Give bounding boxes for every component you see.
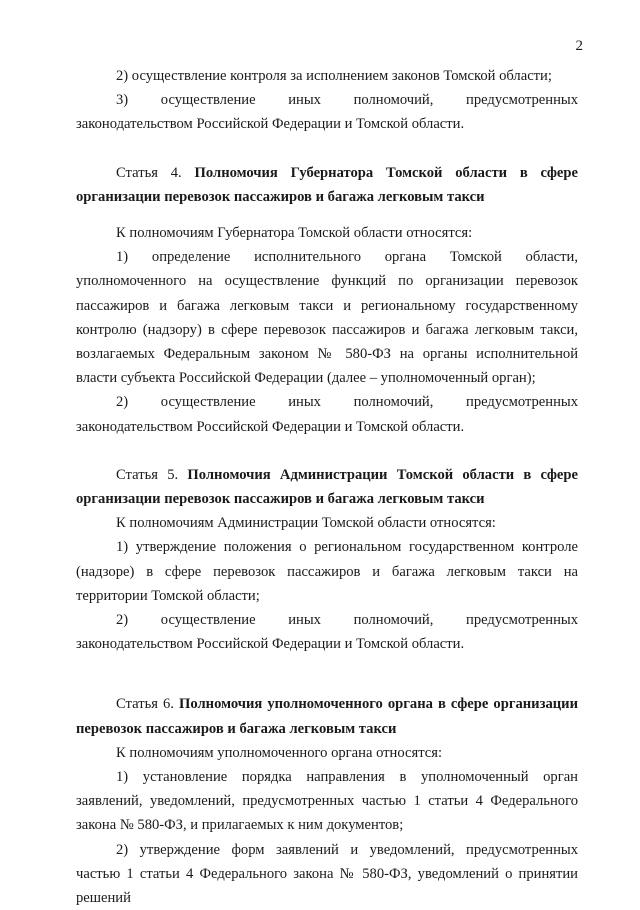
paragraph-intro: К полномочиям Губернатора Томской области относятся:	[116, 225, 473, 242]
article-number: Статья 6.	[116, 696, 174, 713]
article-title: Полномочия уполномоченного органа в сфере организации перевозок пассажиров и багажа легковым такси	[76, 696, 578, 737]
article-heading-5	[76, 463, 578, 511]
paragraph-item-1-approval: 1) утверждение положения о региональном государственном контроле (надзоре) в сфере перевозок пассажиров и багажа легковым такси на территории Томской области;	[76, 539, 578, 604]
article-heading-4	[76, 161, 578, 209]
article-title: Полномочия Администрации Томской области в сфере организации перевозок пассажиров и багажа легковым такси	[76, 466, 578, 508]
document-body	[76, 64, 578, 910]
paragraph-item-1-procedure: 1) установление порядка направления в уполномоченный орган заявлений, уведомлений, предусмотренных частью 1 статьи 4 Федерального закона № 580-ФЗ, и прилагаемых к ним документов;	[76, 769, 578, 834]
article-title: Полномочия Губернатора Томской области в сфере организации перевозок пассажиров и багажа легковым такси	[76, 164, 578, 205]
paragraph-item-1-definition: 1) определение исполнительного органа Томской области, уполномоченного на осуществление функций по организации перевозок пассажиров и багажа легковым такси и региональному государственному контролю (надзору) в сфере перевозок пассажиров и багажа легковым такси, возлагаемых Федеральным законом № 580-ФЗ на органы исполнительной власти субъекта Российской Федерации (далее – уполномоченный орган);	[76, 249, 578, 387]
paragraph-item-3-other-powers: 3) осуществление иных полномочий, предусмотренных законодательством Российской Федерации и Томской области.	[76, 92, 578, 133]
page-number: 2	[575, 38, 583, 54]
paragraph-intro: К полномочиям Администрации Томской области относятся:	[116, 515, 496, 532]
paragraph-item-2-forms: 2) утверждение форм заявлений и уведомлений, предусмотренных частью 1 статьи 4 Федерального закона № 580-ФЗ, уведомлений о принятии решений	[76, 841, 578, 907]
article-heading-6	[76, 692, 578, 740]
article-number: Статья 4.	[116, 164, 182, 181]
paragraph-item-2-control: 2) осуществление контроля за исполнением законов Томской области;	[116, 68, 552, 84]
paragraph-item-2-other-powers: 2) осуществление иных полномочий, предусмотренных законодательством Российской Федерации и Томской области.	[76, 394, 578, 435]
paragraph-intro: К полномочиям уполномоченного органа относятся:	[116, 744, 443, 761]
article-number: Статья 5.	[116, 466, 179, 483]
paragraph-item-2-other-powers: 2) осуществление иных полномочий, предусмотренных законодательством Российской Федерации и Томской области.	[76, 612, 578, 653]
